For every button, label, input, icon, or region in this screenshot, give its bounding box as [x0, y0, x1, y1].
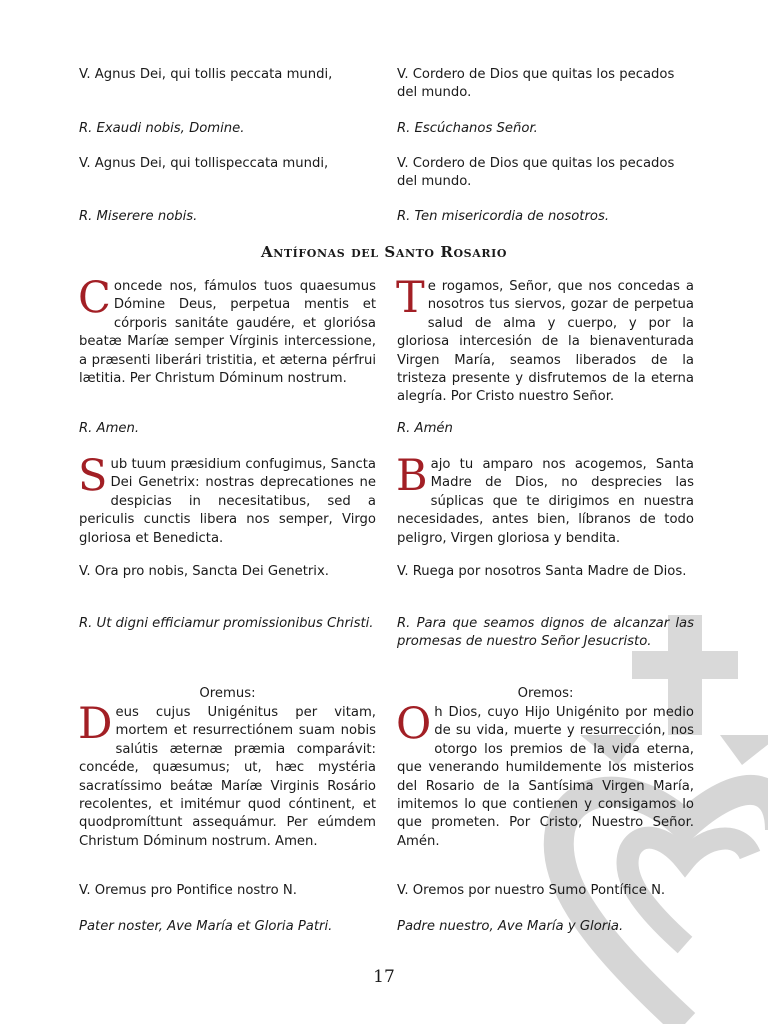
response-row-1: [79, 120, 694, 138]
verse-spanish: V. Cordero de Dios que quitas los pecados del mundo.: [397, 156, 675, 190]
response-spanish: R. Amén: [397, 421, 453, 436]
verse-spanish: V. Oremos por nuestro Sumo Pontífice N.: [397, 883, 666, 898]
pontifex-row: [79, 882, 694, 900]
page-number: 17: [373, 967, 395, 987]
drop-cap: O: [396, 699, 432, 749]
oremus-latin: Deus cujus Unigénitus per vitam, mortem et resurrectiónem suam nobis salútis æternæ præmia comparávit: concéde, quæsumus; ut, hæc mystéria sacratíssimo beátæ Maríæ Virginis Rosário recolentes, et imitémur quod cóntinent, et quodpromíttunt assequámur. Per eúmdem Christum Dóminum nostrum. Amen.: [78, 699, 376, 849]
oremus-spanish: Oh Dios, cuyo Hijo Unigénito por medio de su vida, muerte y resurrección, nos otorgo los premios de la vida eterna, que venerando humildemente los misterios del Rosario de la Santísima Virgen María, imitemos lo que contienen y consigamos lo que prometen. Por Cristo, Nuestro Señor. Amén.: [396, 699, 694, 849]
drop-cap: S: [78, 451, 108, 501]
verse-row-1: [79, 66, 694, 103]
response-latin: R. Amen.: [79, 421, 140, 436]
drop-cap: B: [396, 451, 428, 501]
verse-latin: V. Oremus pro Pontifice nostro N.: [79, 883, 297, 898]
ora-row: [79, 563, 694, 581]
closing-spanish: Padre nuestro, Ave María y Gloria.: [397, 919, 624, 934]
closing-prayers-row: [79, 918, 694, 936]
response-spanish: R. Escúchanos Señor.: [397, 121, 538, 136]
concede-spanish: Te rogamos, Señor, que nos concedas a nosotros tus siervos, gozar de perpetua salud de alma y cuerpo, y por la gloriosa intercesión de la bienaventurada Virgen María, seamos liberados de la tristeza presente y disfrutemos de la eterna alegría. Por Cristo nuestro Señor.: [396, 273, 694, 405]
amen-row: [79, 420, 694, 438]
response-latin: R. Miserere nobis.: [79, 209, 198, 224]
verse-row-2: [79, 155, 694, 192]
closing-latin: Pater noster, Ave María et Gloria Patri.: [79, 919, 333, 934]
sub-tuum-spanish: Bajo tu amparo nos acogemos, Santa Madre de Dios, no desprecies las súplicas que te dirigimos en nuestra necesidades, antes bien, líbranos de todo peligro, Virgen gloriosa y bendita.: [396, 451, 694, 546]
drop-cap: D: [78, 699, 113, 749]
verse-spanish: V. Cordero de Dios que quitas los pecados del mundo.: [397, 67, 675, 101]
concede-latin: Concede nos, fámulos tuos quaesumus Dómine Deus, perpetua mentis et córporis sanitáte gaudére, et gloriósa beatæ Maríæ semper Vírginis intercessione, a præsenti liberári tristitia, et æterna pérfrui lætitia. Per Christum Dóminum nostrum.: [78, 273, 376, 387]
concede-paragraph-row: [78, 273, 694, 407]
oremus-title-row: [79, 685, 694, 703]
oremos-title: Oremos:: [517, 686, 574, 701]
ut-digni-row: [79, 615, 694, 652]
oremus-paragraph-row: [78, 699, 694, 851]
response-latin: R. Ut digni efficiamur promissionibus Christi.: [79, 616, 374, 631]
response-row-2: [79, 208, 694, 226]
drop-cap: C: [78, 273, 111, 323]
verse-latin: V. Agnus Dei, qui tollispeccata mundi,: [79, 156, 329, 171]
verse-spanish: V. Ruega por nosotros Santa Madre de Dios.: [397, 564, 687, 579]
verse-latin: V. Ora pro nobis, Sancta Dei Genetrix.: [79, 564, 329, 579]
sub-tuum-paragraph-row: [78, 451, 694, 548]
response-latin: R. Exaudi nobis, Domine.: [79, 121, 245, 136]
response-spanish: R. Para que seamos dignos de alcanzar las promesas de nuestro Señor Jesucristo.: [397, 616, 694, 650]
section-heading: Antífonas del Santo Rosario: [260, 243, 508, 261]
response-spanish: R. Ten misericordia de nosotros.: [397, 209, 610, 224]
drop-cap: T: [396, 273, 425, 323]
sub-tuum-latin: Sub tuum præsidium confugimus, Sancta Dei Genetrix: nostras deprecationes ne despicias in necesitatibus, sed a periculis cunctis libera nos semper, Virgo gloriosa et Benedicta.: [78, 451, 376, 546]
oremus-title: Oremus:: [199, 686, 256, 701]
verse-latin: V. Agnus Dei, qui tollis peccata mundi,: [79, 67, 333, 82]
